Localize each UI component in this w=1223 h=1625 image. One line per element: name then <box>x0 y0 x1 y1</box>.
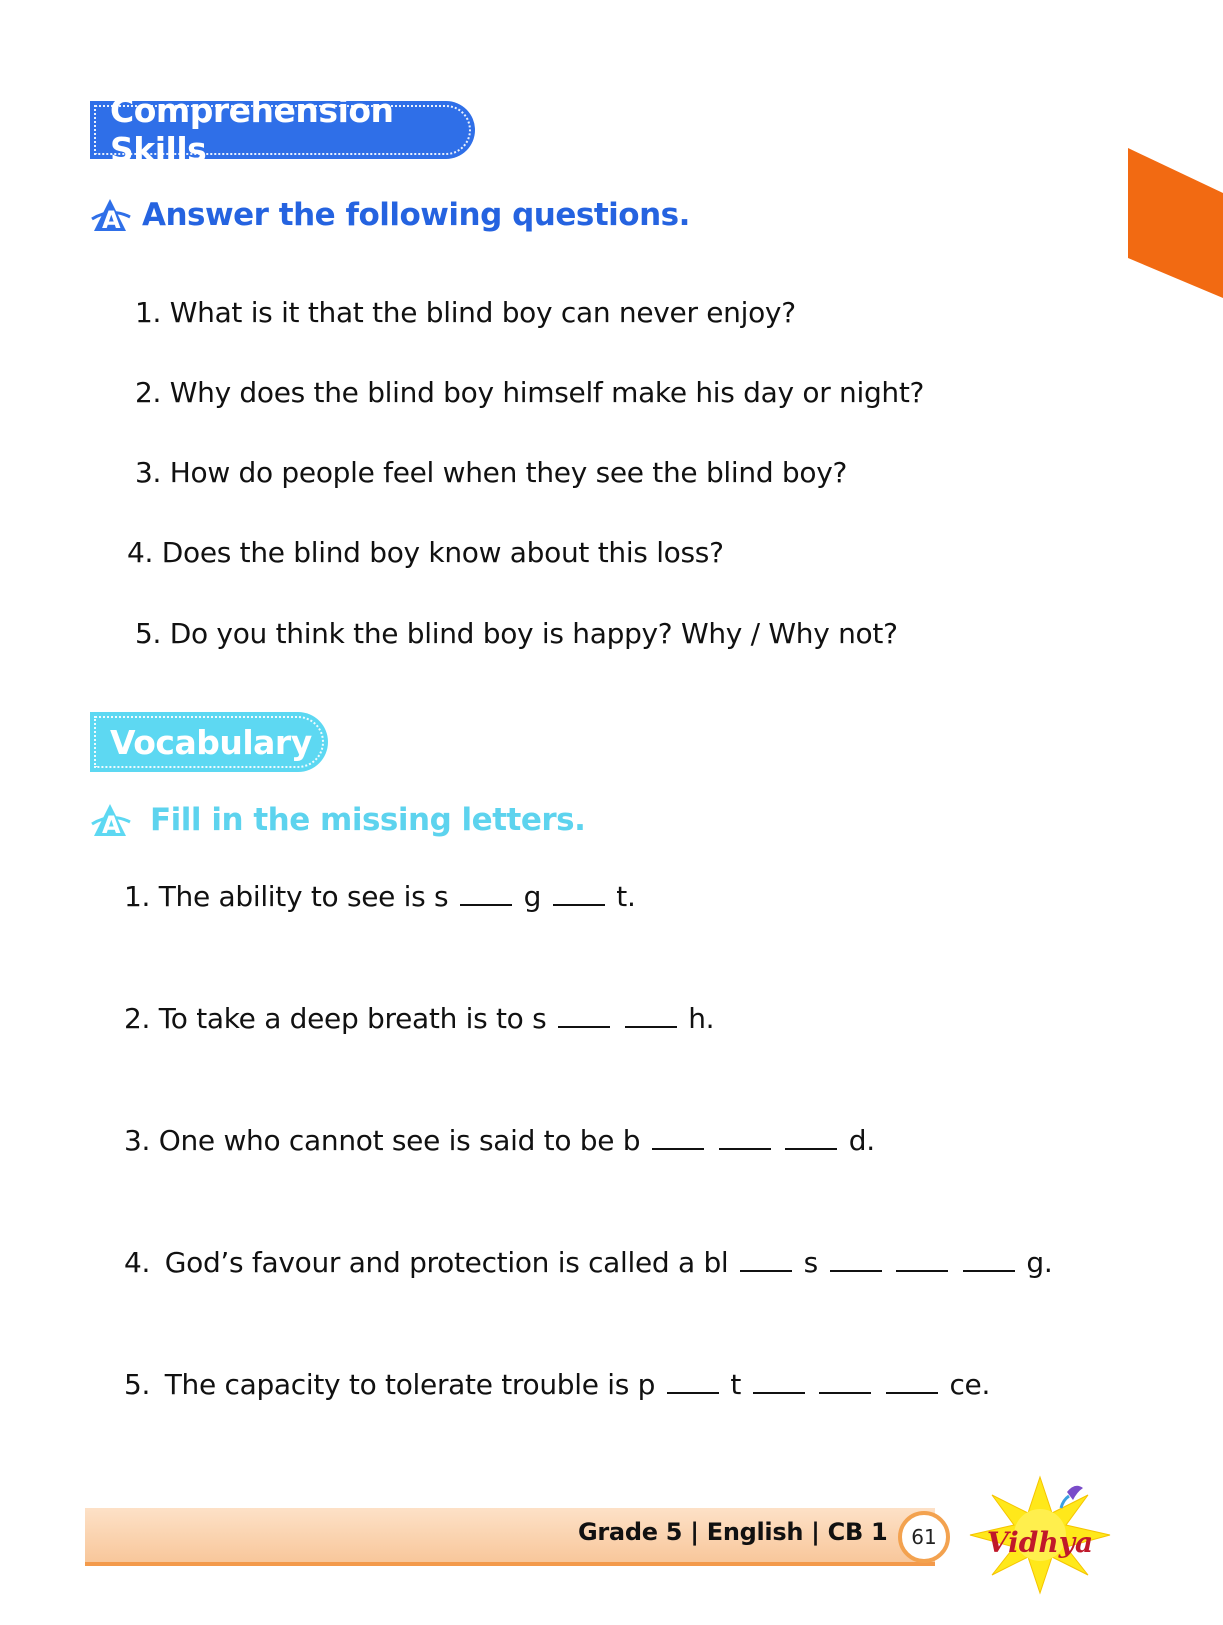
blank[interactable] <box>753 1388 805 1394</box>
question-text: Do you think the blind boy is happy? Why / Why not? <box>169 617 898 650</box>
comprehension-section-title: Answer the following questions. <box>142 197 690 233</box>
page-number: 61 <box>898 1511 950 1563</box>
vocabulary-tab <box>90 712 328 772</box>
vocabulary-section-title: Fill in the missing letters. <box>150 802 586 838</box>
question-number: 5. <box>135 617 162 650</box>
blank[interactable] <box>785 1144 837 1150</box>
question-4 <box>127 536 724 569</box>
question-1 <box>135 296 796 329</box>
section-a-badge-icon <box>90 800 132 840</box>
blank[interactable] <box>558 1022 610 1028</box>
question-text: What is it that the blind boy can never enjoy? <box>169 296 796 329</box>
blank[interactable] <box>896 1266 948 1272</box>
question-text: Does the blind boy know about this loss? <box>161 536 724 569</box>
svg-text:A: A <box>101 206 121 234</box>
vocab-item-3: 3. One who cannot see is said to be b d. <box>124 1124 875 1157</box>
blank[interactable] <box>719 1144 771 1150</box>
question-number: 4. <box>127 536 154 569</box>
vocab-item-1: 1. The ability to see is s g t. <box>124 880 636 913</box>
footer-text: Grade 5 | English | CB 1 <box>578 1518 888 1546</box>
blank[interactable] <box>553 900 605 906</box>
blank[interactable] <box>886 1388 938 1394</box>
blank[interactable] <box>963 1266 1015 1272</box>
comprehension-skills-tab <box>90 91 475 169</box>
question-text: How do people feel when they see the blind boy? <box>169 456 848 489</box>
comprehension-tab-title: Comprehension Skills <box>110 91 394 169</box>
question-number: 1. <box>135 296 162 329</box>
svg-text:A: A <box>101 811 121 839</box>
blank[interactable] <box>830 1266 882 1272</box>
blank[interactable] <box>652 1144 704 1150</box>
vocabulary-tab-title: Vocabulary <box>110 722 312 762</box>
question-number: 3. <box>135 456 162 489</box>
blank[interactable] <box>819 1388 871 1394</box>
question-3 <box>135 456 847 489</box>
vocab-item-2: 2. To take a deep breath is to s h. <box>124 1002 715 1035</box>
orange-corner-tab <box>1128 148 1223 298</box>
question-number: 2. <box>135 376 162 409</box>
question-2 <box>135 376 924 409</box>
blank[interactable] <box>625 1022 677 1028</box>
vocab-item-5: 5. The capacity to tolerate trouble is p t ce. <box>124 1368 991 1401</box>
vocab-item-4: 4. God’s favour and protection is called a bl s g. <box>124 1246 1053 1279</box>
blank[interactable] <box>460 900 512 906</box>
section-a-badge-icon <box>90 195 132 235</box>
blank[interactable] <box>740 1266 792 1272</box>
blank[interactable] <box>667 1388 719 1394</box>
bird-icon <box>1067 1486 1083 1500</box>
question-5 <box>135 617 898 650</box>
question-text: Why does the blind boy himself make his day or night? <box>169 376 925 409</box>
svg-text:Vidhya: Vidhya <box>986 1526 1094 1559</box>
vocabulary-section-heading <box>90 800 585 840</box>
comprehension-section-heading <box>90 195 690 235</box>
vidhya-logo <box>955 1470 1125 1600</box>
